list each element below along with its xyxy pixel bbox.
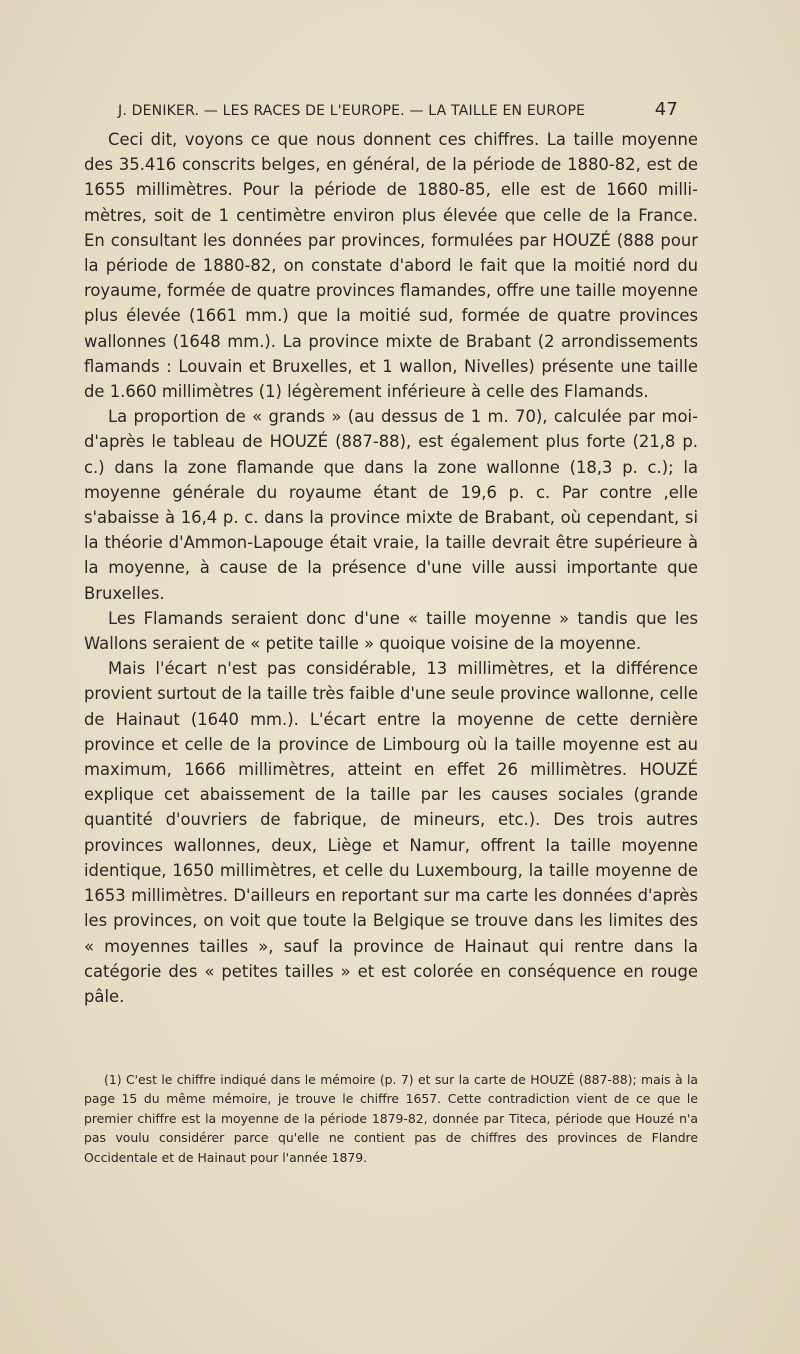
paragraph: Mais l'écart n'est pas considérable, 13 millimètres, et la différence provient surtout de la taille très faible d'une seule province wallonne, celle de Hainaut (1640 mm.). L'écart entre la moyenne de cette dernière province et celle de la province de Limbourg où la taille moyenne est au maximum, 1666 millimètres, atteint en effet 26 millimètres. HOUZÉ explique cet abaissement de la taille par les causes sociales (grande quantité d'ouvriers de fabrique, de mineurs, etc.). Des trois autres provinces wallonnes, deux, Liège et Namur, offrent la taille moyenne identique, 1650 millimètres, et celle du Luxembourg, la taille moyenne de 1653 millimètres. D'ailleurs en reportant sur ma carte les données d'après les provinces, on voit que toute la Belgique se trouve dans les limites des « moyennes tailles », sauf la province de Hainaut qui rentre dans la catégorie des « petites tailles » et est colorée en conséquence en rouge pâle. [84,659,698,1006]
running-title: J. DENIKER. — LES RACES DE L'EUROPE. — LA TAILLE EN EUROPE [118,103,586,119]
page-number: 47 [654,99,678,120]
paragraph: Ceci dit, voyons ce que nous donnent ces chiffres. La taille moyenne des 35.416 conscrits belges, en général, de la période de 1880-82, est de 1655 millimètres. Pour la période de 1880-85, elle est de 1660 milli- mètres, soit de 1 centimètre environ plus élevée que celle de la France. En consultant les données par provinces, formulées par HOUZÉ (888 pour la période de 1880-82, on constate d'abord le fait que la moitié nord du royaume, formée de quatre provinces flamandes, offre une taille moyenne plus élevée (1661 mm.) que la moitié sud, formée de quatre provinces wallonnes (1648 mm.). La province mixte de Brabant (2 arrondissements flamands : Louvain et Bruxelles, et 1 wallon, Nivelles) présente une taille de 1.660 millimètres (1) légèrement inférieure à celle des Flamands. [84,130,698,402]
footnote-text: (1) C'est le chiffre indiqué dans le mémoire (p. 7) et sur la carte de HOUZÉ (887-88); mais à la page 15 du même mémoire, je trouve le chiffre 1657. Cette contradiction vient de ce que le premier chiffre est la moyenne de la période 1879-82, donnée par Titeca, période que Houzé n'a pas voulu considérer parce qu'elle ne contient pas de chiffres des provinces de Flandre Occidentale et de Hainaut pour l'année 1879. [84,1072,698,1165]
main-text [84,127,698,1009]
running-header [118,99,678,120]
footnote [84,1070,698,1167]
paragraph: Les Flamands seraient donc d'une « taille moyenne » tandis que les Wallons seraient de « petite taille » quoique voisine de la moyenne. [84,608,698,654]
paragraph: La proportion de « grands » (au dessus de 1 m. 70), calculée par moi- d'après le tableau de HOUZÉ (887-88), est également plus forte (21,8 p. c.) dans la zone flamande que dans la zone wallonne (18,3 p. c.); la moyenne générale du royaume étant de 19,6 p. c. Par contre ,elle s'abaisse à 16,4 p. c. dans la province mixte de Brabant, où cependant, si la théorie d'Ammon-Lapouge était vraie, la taille devrait être supérieure à la moyenne, à cause de la présence d'une ville aussi importante que Bruxelles. [84,407,698,603]
